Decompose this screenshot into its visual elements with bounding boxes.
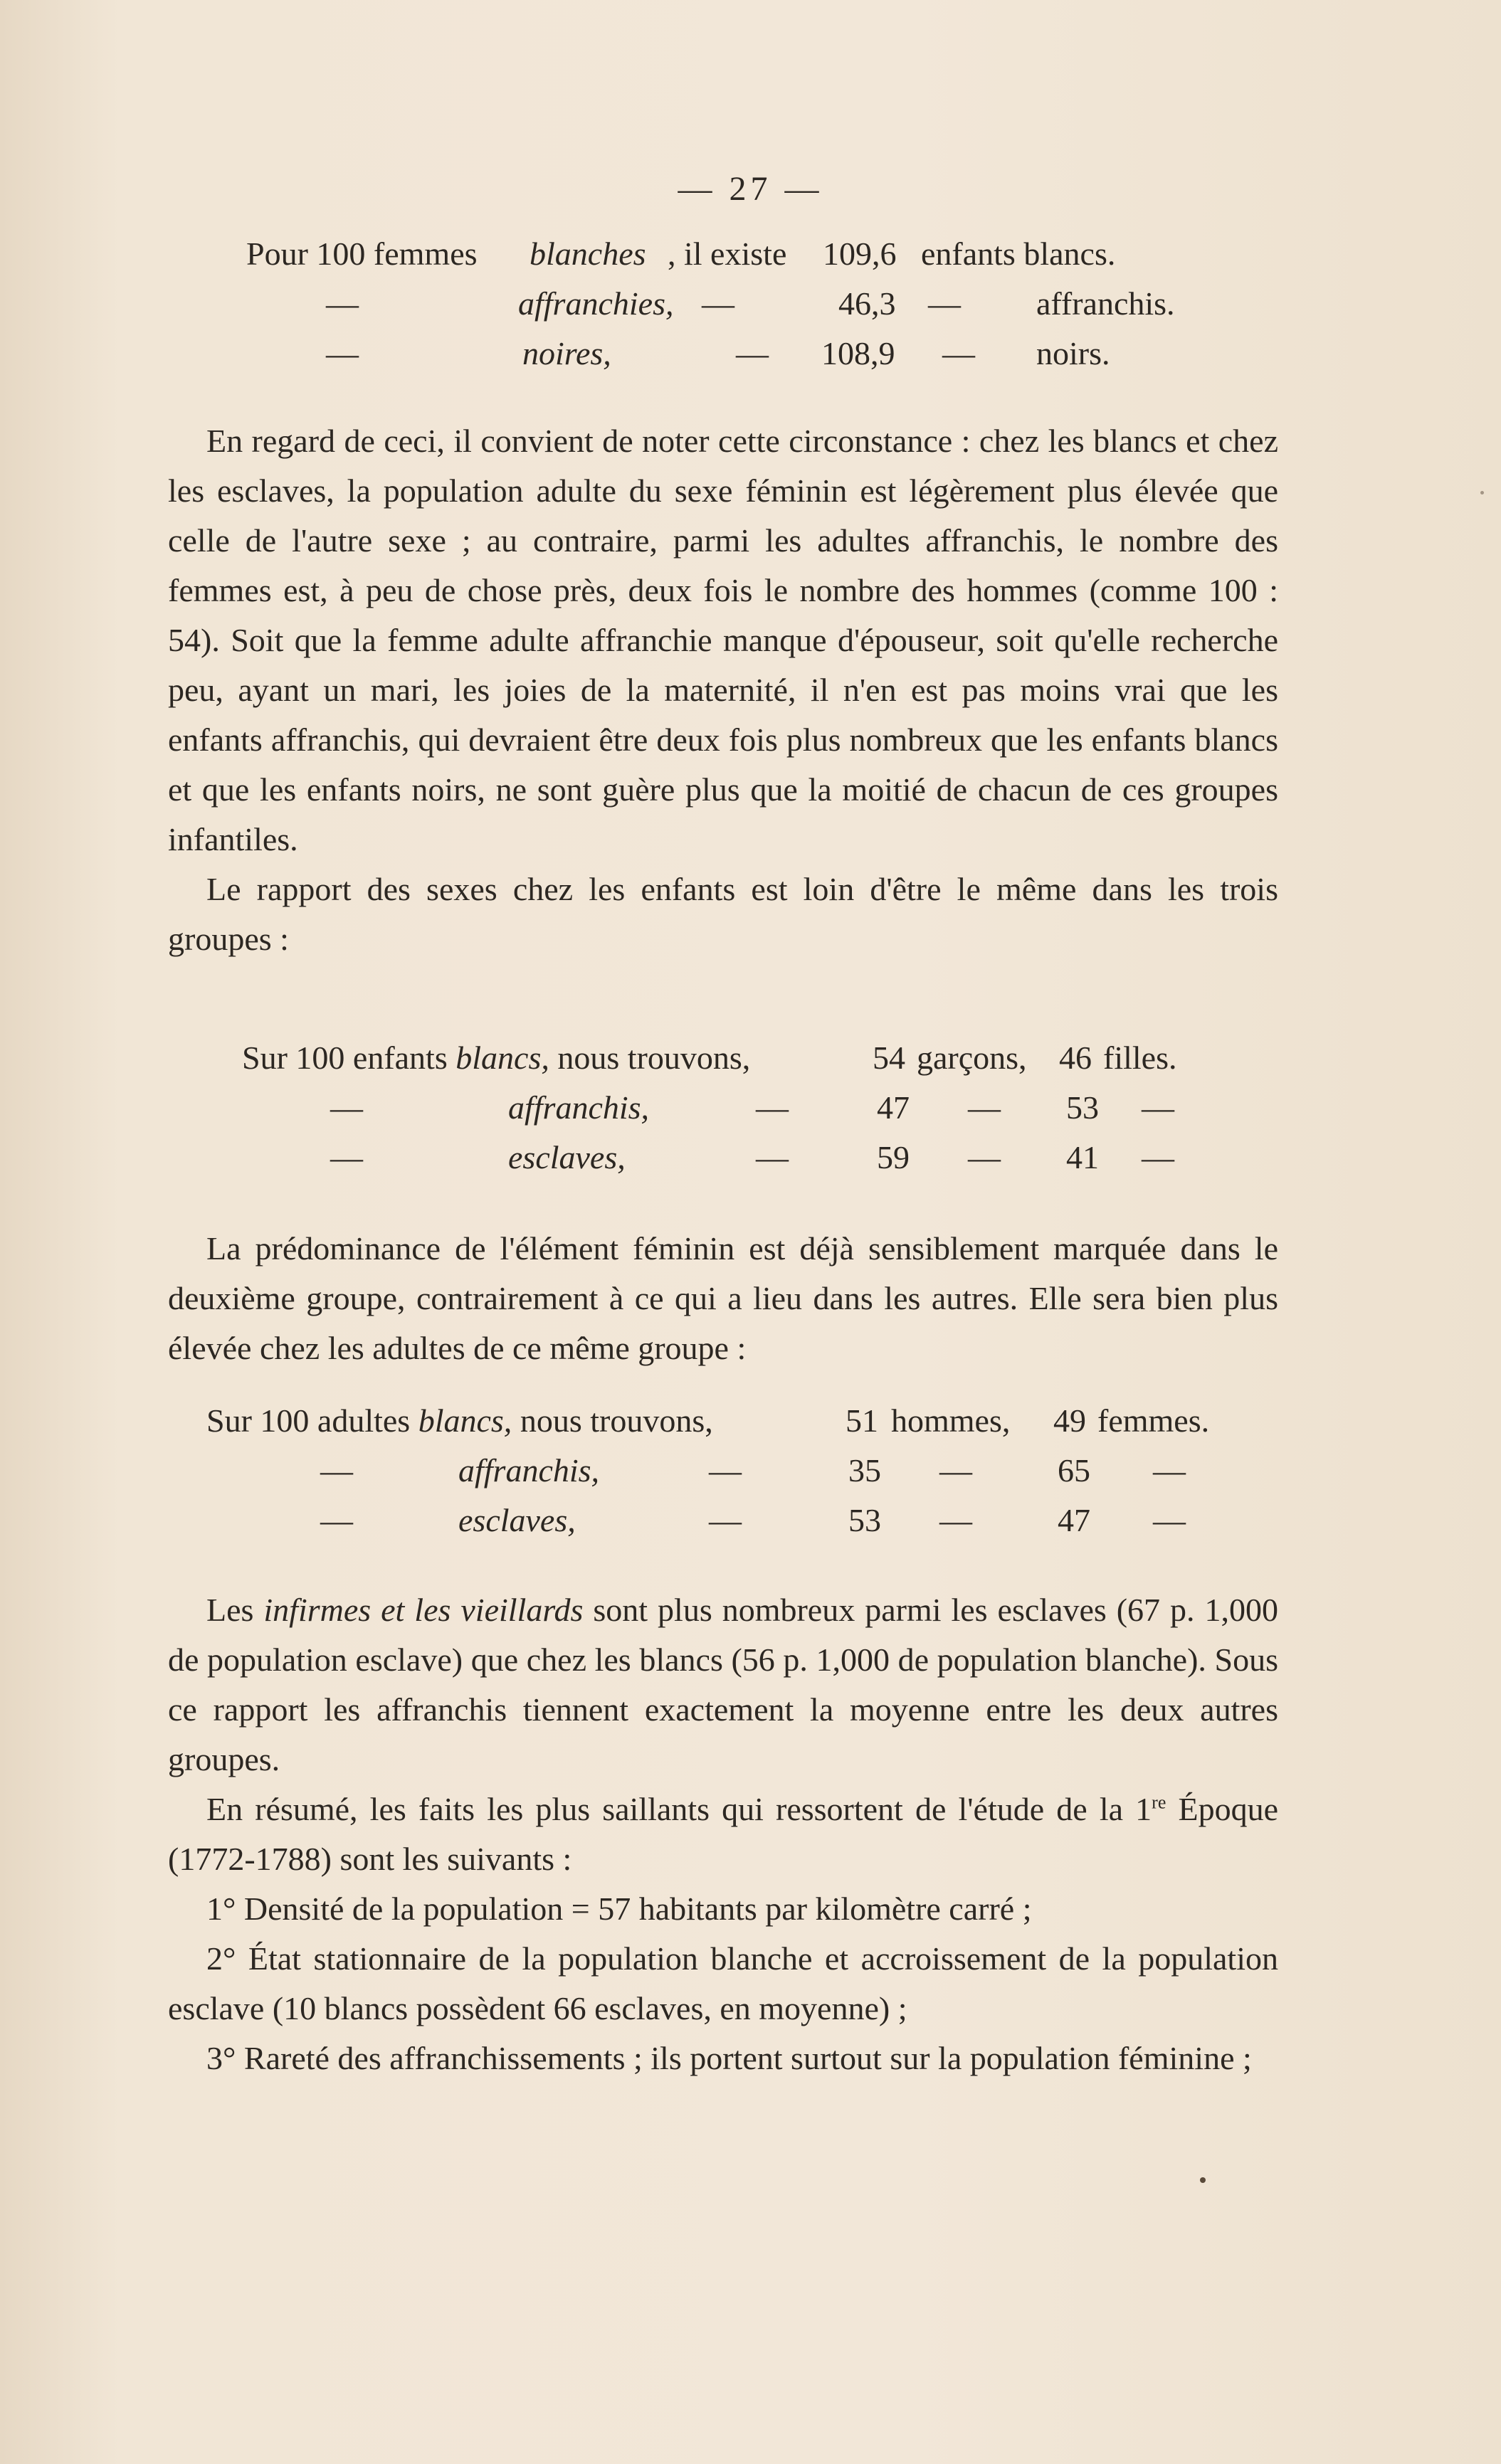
paragraph: La prédominance de l'élément féminin est déjà sensiblement marquée dans le deuxième groupe, contrairement à ce qui a lieu dans les autres. Elle sera bien plus élevée chez les adultes de ce même groupe : (168, 1230, 1278, 1366)
ditto-dash: — (1142, 1139, 1174, 1175)
emphasis: infirmes et les vieillards (263, 1592, 584, 1628)
value: 53 (848, 1502, 881, 1538)
summary-item: 3° Rareté des affranchissements ; ils portent surtout sur la population féminine ; (206, 2040, 1252, 2076)
ditto-dash: — (320, 1502, 353, 1538)
table-row (246, 285, 1243, 334)
value: 65 (1058, 1452, 1090, 1489)
paragraph: Le rapport des sexes chez les enfants est loin d'être le même dans les trois groupes : (168, 871, 1278, 957)
group-label: esclaves, (508, 1139, 626, 1175)
table-intro: Pour 100 femmes (246, 236, 478, 272)
text-block-3 (168, 1585, 1278, 2083)
paragraph: En résumé, les faits les plus saillants qui ressortent de l'étude de la 1re Époque (1772-1788) sont les suivants : (168, 1791, 1278, 1877)
group-label: blanches (530, 236, 646, 272)
ditto-dash: — (928, 285, 961, 322)
group-label: affranchis, (508, 1089, 650, 1126)
ditto-dash: — (709, 1502, 742, 1538)
children-sex-table (242, 1039, 1253, 1188)
ditto-dash: — (1153, 1502, 1186, 1538)
ditto-dash: — (736, 335, 769, 371)
value: 46,3 (838, 285, 896, 322)
value: 49 (1053, 1402, 1086, 1439)
table-intro-suffix: , il existe (668, 236, 787, 272)
value-label: filles. (1103, 1040, 1177, 1076)
value: 41 (1066, 1139, 1099, 1175)
row-label: affranchis. (1036, 285, 1175, 322)
value: 47 (877, 1089, 910, 1126)
table-row (206, 1402, 1260, 1452)
group-label: esclaves, (458, 1502, 576, 1538)
ink-speck (1200, 2177, 1206, 2183)
ditto-dash: — (330, 1089, 363, 1126)
value-label: garçons, (917, 1040, 1027, 1076)
table-intro: Sur 100 adultes blancs, nous trouvons, (206, 1402, 713, 1439)
ditto-dash: — (756, 1089, 789, 1126)
summary-item: 2° État stationnaire de la population blanche et accroissement de la population esclave (10 blancs possèdent 66 esclaves, en moyenne) ; (168, 1940, 1278, 2026)
row-label: noirs. (1036, 335, 1110, 371)
ditto-dash: — (330, 1139, 363, 1175)
table-row (242, 1138, 1253, 1188)
value: 35 (848, 1452, 881, 1489)
ditto-dash: — (1153, 1452, 1186, 1489)
ditto-dash: — (968, 1089, 1001, 1126)
value: 53 (1066, 1089, 1099, 1126)
table-row (242, 1039, 1253, 1089)
ditto-dash: — (942, 335, 975, 371)
table-row (206, 1452, 1260, 1501)
value: 54 (873, 1040, 905, 1076)
table-row (246, 235, 1243, 285)
text-block-1 (168, 416, 1278, 964)
ditto-dash: — (702, 285, 734, 322)
group-label: affranchies, (518, 285, 674, 322)
value-label: hommes, (891, 1402, 1011, 1439)
adults-sex-table (206, 1402, 1260, 1551)
ink-speck (1480, 491, 1484, 495)
ditto-dash: — (756, 1139, 789, 1175)
summary-item: 1° Densité de la population = 57 habitants par kilomètre carré ; (206, 1891, 1032, 1927)
ditto-dash: — (939, 1452, 972, 1489)
ditto-dash: — (968, 1139, 1001, 1175)
value: 109,6 (823, 236, 897, 272)
value: 46 (1059, 1040, 1092, 1076)
row-label: enfants blancs. (921, 236, 1116, 272)
paragraph: Les infirmes et les vieillards sont plus nombreux parmi les esclaves (67 p. 1,000 de population esclave) que chez les blancs (56 p. 1,000 de population blanche). Sous ce rapport les affranchis tiennent exactement la moyenne entre les deux autres groupes. (168, 1592, 1278, 1777)
value-label: femmes. (1097, 1402, 1210, 1439)
ditto-dash: — (326, 335, 359, 371)
ditto-dash: — (709, 1452, 742, 1489)
children-per-women-table (246, 235, 1243, 384)
table-row (246, 334, 1243, 384)
ditto-dash: — (326, 285, 359, 322)
ditto-dash: — (320, 1452, 353, 1489)
value: 51 (846, 1402, 878, 1439)
paragraph: En regard de ceci, il convient de noter cette circonstance : chez les blancs et chez les esclaves, la population adulte du sexe féminin est légèrement plus élevée que celle de l'autre sexe ; au contraire, parmi les adultes affranchis, le nombre des femmes est, à peu de chose près, deux fois le nombre des hommes (comme 100 : 54). Soit que la femme adulte affranchie manque d'épouseur, soit qu'elle recherche peu, ayant un mari, les joies de la maternité, il n'en est pas moins vrai que les enfants affranchis, qui devraient être deux fois plus nombreux que les enfants blancs et que les enfants noirs, ne sont guère plus que la moitié de chacun de ces groupes infantiles. (168, 423, 1278, 857)
page-number: — 27 — (678, 170, 823, 208)
group-label: noires, (522, 335, 611, 371)
group-label: affranchis, (458, 1452, 600, 1489)
ditto-dash: — (1142, 1089, 1174, 1126)
value: 47 (1058, 1502, 1090, 1538)
table-row (206, 1501, 1260, 1551)
table-row (242, 1089, 1253, 1138)
table-intro: Sur 100 enfants blancs, nous trouvons, (242, 1040, 751, 1076)
text-block-2 (168, 1224, 1278, 1373)
ditto-dash: — (939, 1502, 972, 1538)
value: 59 (877, 1139, 910, 1175)
value: 108,9 (821, 335, 895, 371)
